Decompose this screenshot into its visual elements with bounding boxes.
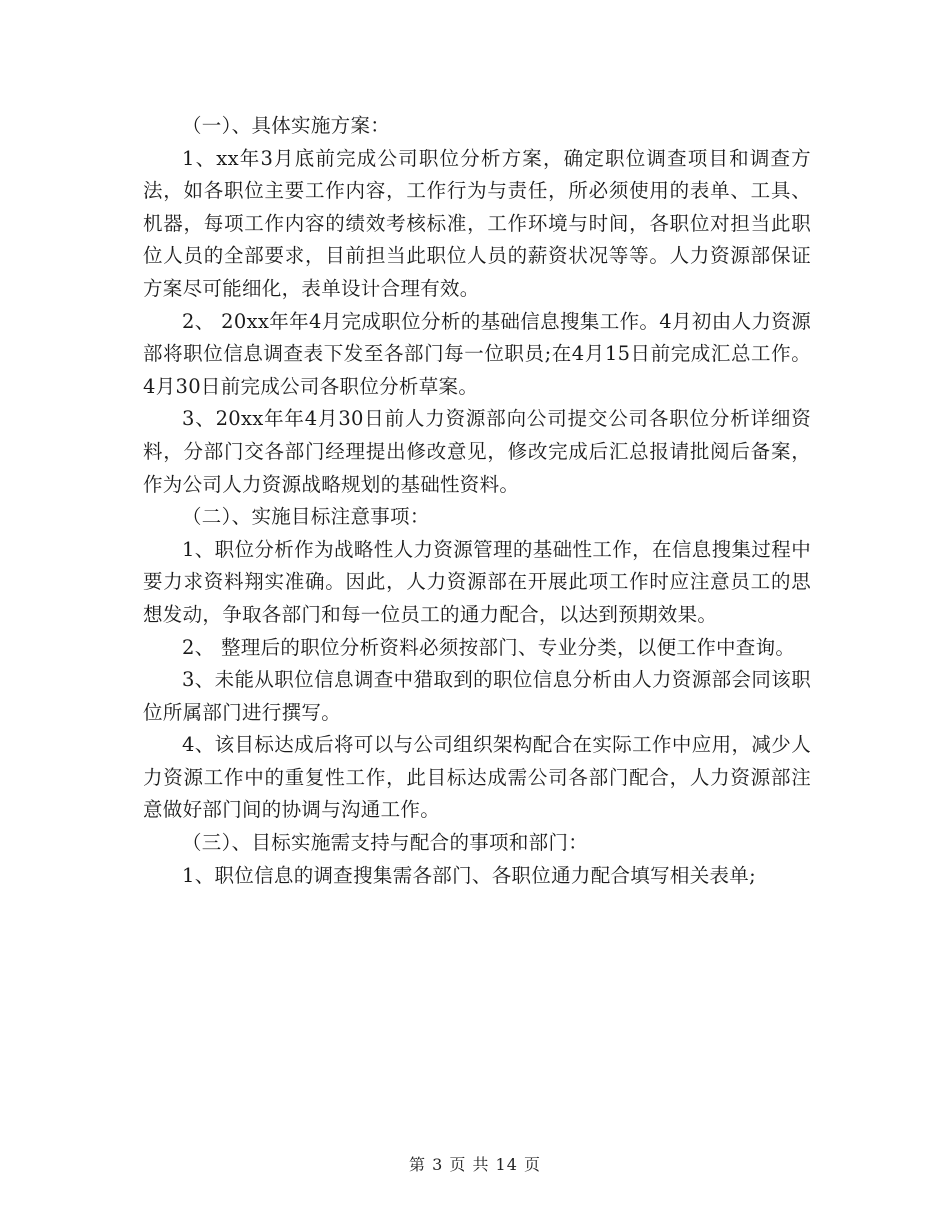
paragraph-1-2: 2、 20xx年年4月完成职位分析的基础信息搜集工作。4月初由人力资源部将职位信息调查表下发至各部门每一位职员;在4月15日前完成汇总工作。4月30日前完成公司各职位分析草案。 xyxy=(143,309,811,398)
paragraph-1-1: 1、xx年3月底前完成公司职位分析方案，确定职位调查项目和调查方法，如各职位主要工作内容，工作行为与责任，所必须使用的表单、工具、机器，每项工作内容的绩效考核标准，工作环境与时间，各职位对担当此职位人员的全部要求，目前担当此职位人员的薪资状况等等。人力资源部保证方案尽可能细化，表单设计合理有效。 xyxy=(143,146,811,300)
paragraph-2-4: 4、该目标达成后将可以与公司组织架构配合在实际工作中应用，减少人力资源工作中的重复性工作，此目标达成需公司各部门配合，人力资源部注意做好部门间的协调与沟通工作。 xyxy=(143,733,811,822)
section-heading-1: （一）、具体实施方案： xyxy=(182,114,391,137)
paragraph-2-1: 1、职位分析作为战略性人力资源管理的基础性工作，在信息搜集过程中要力求资料翔实准确。因此，人力资源部在开展此项工作时应注意员工的思想发动，争取各部门和每一位员工的通力配合，以达到预期效果。 xyxy=(143,537,811,626)
paragraph-1-3: 3、20xx年年4月30日前人力资源部向公司提交公司各职位分析详细资料，分部门交各部门经理提出修改意见，修改完成后汇总报请批阅后备案，作为公司人力资源战略规划的基础性资料。 xyxy=(143,407,811,496)
document-body xyxy=(143,110,811,892)
section-heading-2: （二）、实施目标注意事项： xyxy=(182,505,430,529)
paragraph-2-3: 3、未能从职位信息调查中猎取到的职位信息分析由人力资源部会同该职位所属部门进行撰写。 xyxy=(143,668,811,724)
paragraph-2-2: 2、 整理后的职位分析资料必须按部门、专业分类，以便工作中查询。 xyxy=(182,635,796,659)
page-number-footer: 第 3 页 共 14 页 xyxy=(409,1155,541,1174)
section-heading-3: （三）、目标实施需支持与配合的事项和部门： xyxy=(182,831,589,855)
paragraph-3-1: 1、职位信息的调查搜集需各部门、各职位通力配合填写相关表单; xyxy=(182,863,756,887)
